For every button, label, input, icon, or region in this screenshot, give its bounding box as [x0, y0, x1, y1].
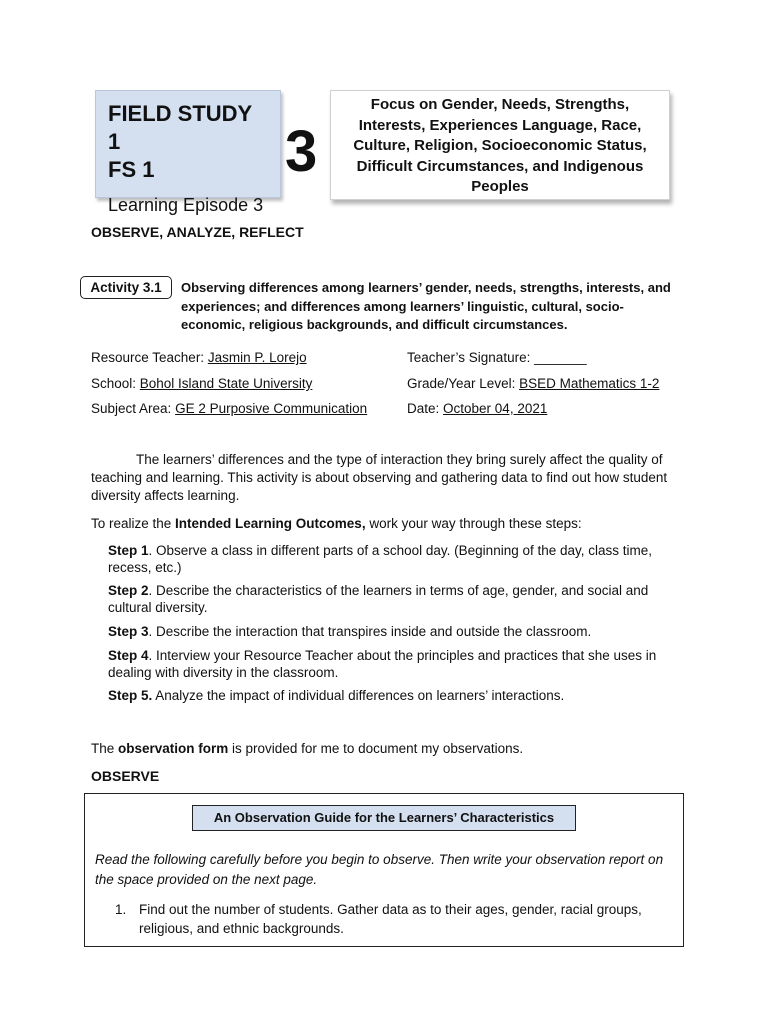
- subject-area-label: Subject Area:: [91, 401, 176, 416]
- step-label: Step 4: [108, 648, 149, 663]
- step-text: Analyze the impact of individual differences on learners’ interactions.: [152, 688, 565, 703]
- step-label: Step 5.: [108, 688, 153, 703]
- step-item: [108, 624, 678, 641]
- observation-form-paragraph: [91, 740, 679, 758]
- step-label: Step 2: [108, 583, 149, 598]
- resource-teacher-value: Jasmin P. Lorejo: [207, 350, 307, 365]
- grade-level-row: [407, 376, 659, 392]
- episode-label: Learning Episode 3: [108, 195, 264, 215]
- section-heading-observe: OBSERVE: [91, 768, 160, 784]
- subject-area-value: GE 2 Purposive Communication: [175, 401, 368, 416]
- learning-outcomes-post: work your way through these steps:: [365, 516, 582, 531]
- learning-outcomes-pre: To realize the: [91, 516, 176, 531]
- resource-teacher-label: Resource Teacher:: [91, 350, 208, 365]
- observation-form-pre: The: [91, 741, 119, 756]
- section-heading-observe-analyze-reflect: OBSERVE, ANALYZE, REFLECT: [91, 224, 304, 240]
- observation-guide-instructions: Read the following carefully before you begin to observe. Then write your observation report on the space provided on the next page.: [95, 852, 664, 887]
- grade-level-label: Grade/Year Level:: [407, 376, 520, 391]
- observation-guide-item-number: 1.: [115, 902, 127, 917]
- activity-label: Activity 3.1: [80, 276, 172, 299]
- step-item: [108, 688, 678, 705]
- observation-guide-item: [115, 900, 675, 938]
- observation-form-post: is provided for me to document my observations.: [228, 741, 524, 756]
- step-item: [108, 543, 678, 576]
- observation-guide-title: An Observation Guide for the Learners’ Characteristics: [192, 805, 576, 831]
- learning-outcomes-bold: Intended Learning Outcomes,: [175, 516, 366, 531]
- focus-topic-text: Focus on Gender, Needs, Strengths, Interests, Experiences Language, Race, Culture, Religion, Socioeconomic Status, Difficult Circumstances, and Indigenous Peoples: [353, 96, 647, 195]
- learning-outcomes-paragraph: [91, 515, 679, 533]
- intro-paragraph: The learners’ differences and the type of interaction they bring surely affect the quality of teaching and learning. This activity is about observing and gathering data to find out how student diversity affects learning.: [91, 452, 668, 503]
- field-study-title-box: [95, 90, 281, 215]
- date-value: October 04, 2021: [443, 401, 548, 416]
- date-label: Date:: [407, 401, 444, 416]
- observation-form-bold: observation form: [118, 741, 229, 756]
- focus-topic-box: [330, 90, 670, 200]
- activity-description: Observing differences among learners’ gender, needs, strengths, interests, and experiences; and differences among learners’ linguistic, cultural, socio-economic, religious backgrounds, and difficult circumstances.: [181, 280, 671, 332]
- resource-teacher-row: [91, 350, 307, 366]
- observation-guide-item-text: Find out the number of students. Gather data as to their ages, gender, racial groups, religious, and ethnic backgrounds.: [139, 902, 642, 936]
- step-item: [108, 583, 678, 616]
- school-value: Bohol Island State University: [139, 376, 313, 391]
- signature-label: Teacher’s Signature:: [407, 350, 535, 365]
- grade-level-value: BSED Mathematics 1-2: [519, 376, 660, 391]
- school-row: [91, 376, 312, 392]
- signature-line: _______: [534, 350, 587, 365]
- step-text: . Interview your Resource Teacher about the principles and practices that she uses in dealing with diversity in the classroom.: [108, 648, 657, 680]
- step-text: . Describe the interaction that transpires inside and outside the classroom.: [148, 624, 592, 639]
- episode-number: 3: [285, 119, 318, 184]
- step-label: Step 1: [108, 543, 149, 558]
- signature-row: [407, 350, 587, 366]
- field-study-code: FS 1: [108, 157, 155, 182]
- school-label: School:: [91, 376, 140, 391]
- field-study-title: FIELD STUDY 1: [108, 101, 252, 154]
- step-item: [108, 648, 678, 681]
- step-label: Step 3: [108, 624, 149, 639]
- step-text: . Describe the characteristics of the learners in terms of age, gender, and social and cultural diversity.: [108, 583, 649, 615]
- subject-area-row: [91, 401, 367, 417]
- observation-guide-box: [84, 793, 684, 947]
- step-text: . Observe a class in different parts of a school day. (Beginning of the day, class time, recess, etc.): [108, 543, 653, 575]
- date-row: [407, 401, 547, 417]
